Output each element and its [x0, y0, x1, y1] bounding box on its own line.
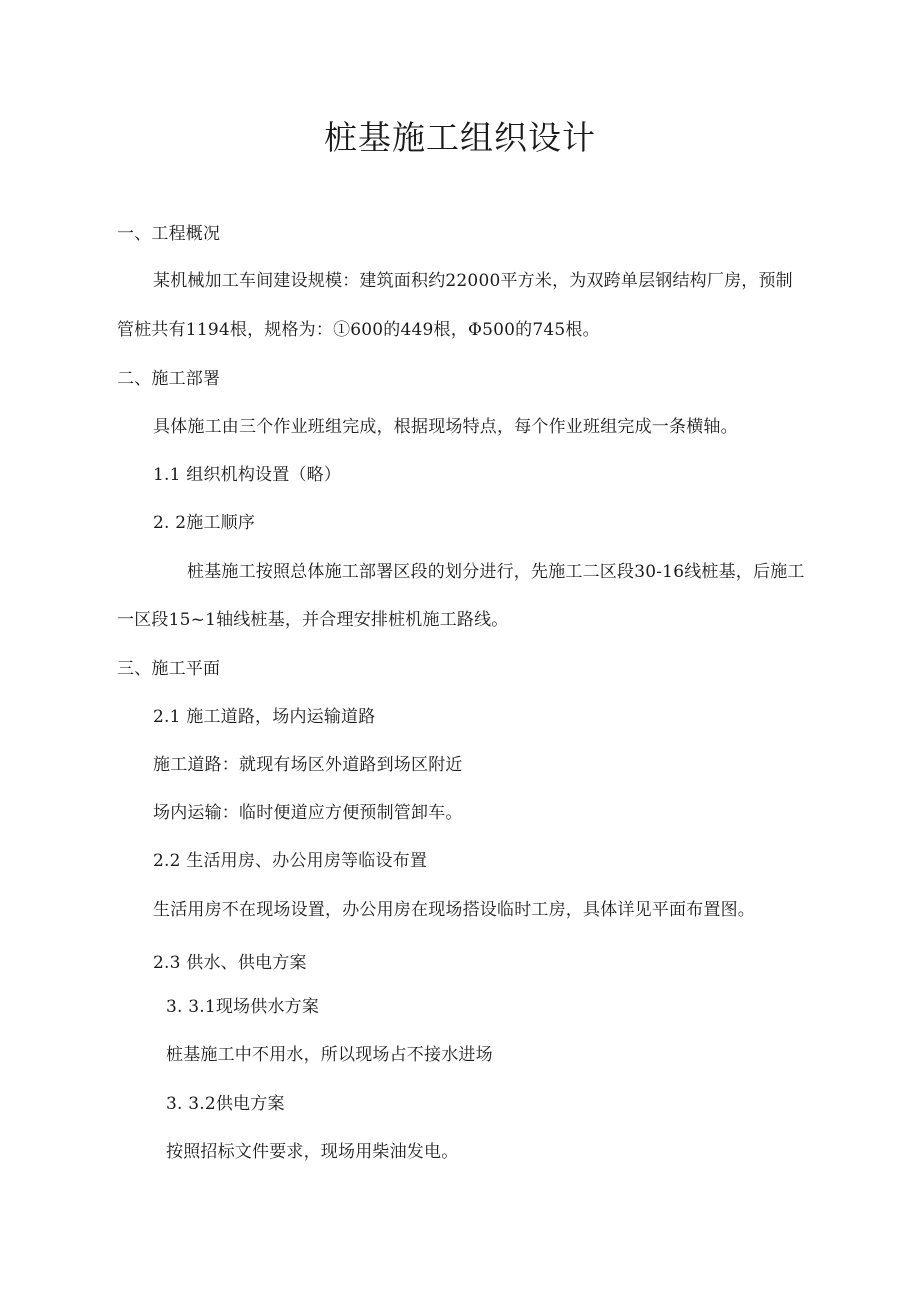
- paragraph-line: 施工道路：就现有场区外道路到场区附近: [153, 755, 463, 775]
- subsection-heading: 2. 2施工顺序: [153, 513, 256, 533]
- paragraph-line: 具体施工由三个作业班组完成，根据现场特点，每个作业班组完成一条横轴。: [153, 417, 738, 437]
- section-heading-overview: 一、工程概况: [117, 224, 221, 244]
- paragraph-line: 管桩共有1194根，规格为：①600的449根，Φ500的745根。: [117, 320, 600, 340]
- subsection-heading: 1.1 组织机构设置（略）: [153, 465, 342, 485]
- paragraph-line: 桩基施工中不用水，所以现场占不接水进场: [166, 1045, 493, 1065]
- subsection-heading: 3. 3.2供电方案: [166, 1094, 285, 1114]
- subsection-heading: 2.2 生活用房、办公用房等临设布置: [153, 851, 428, 871]
- subsection-heading: 2.3 供水、供电方案: [153, 953, 307, 973]
- paragraph-line: 桩基施工按照总体施工部署区段的划分进行，先施工二区段30-16线桩基，后施工: [187, 562, 805, 582]
- section-heading-deployment: 二、施工部署: [117, 369, 221, 389]
- paragraph-line: 某机械加工车间建设规模：建筑面积约22000平方米，为双跨单层钢结构厂房，预制: [153, 271, 793, 291]
- paragraph-line: 场内运输：临时便道应方便预制管卸车。: [153, 803, 463, 823]
- paragraph-line: 一区段15~1轴线桩基，并合理安排桩机施工路线。: [117, 610, 509, 630]
- paragraph-line: 生活用房不在现场设置，办公用房在现场搭设临时工房，具体详见平面布置图。: [153, 900, 755, 920]
- subsection-heading: 2.1 施工道路，场内运输道路: [153, 707, 376, 727]
- document-title: 桩基施工组织设计: [324, 118, 596, 157]
- subsection-heading: 3. 3.1现场供水方案: [166, 997, 320, 1017]
- section-heading-site-plan: 三、施工平面: [117, 659, 221, 679]
- paragraph-line: 按照招标文件要求，现场用柴油发电。: [166, 1142, 459, 1162]
